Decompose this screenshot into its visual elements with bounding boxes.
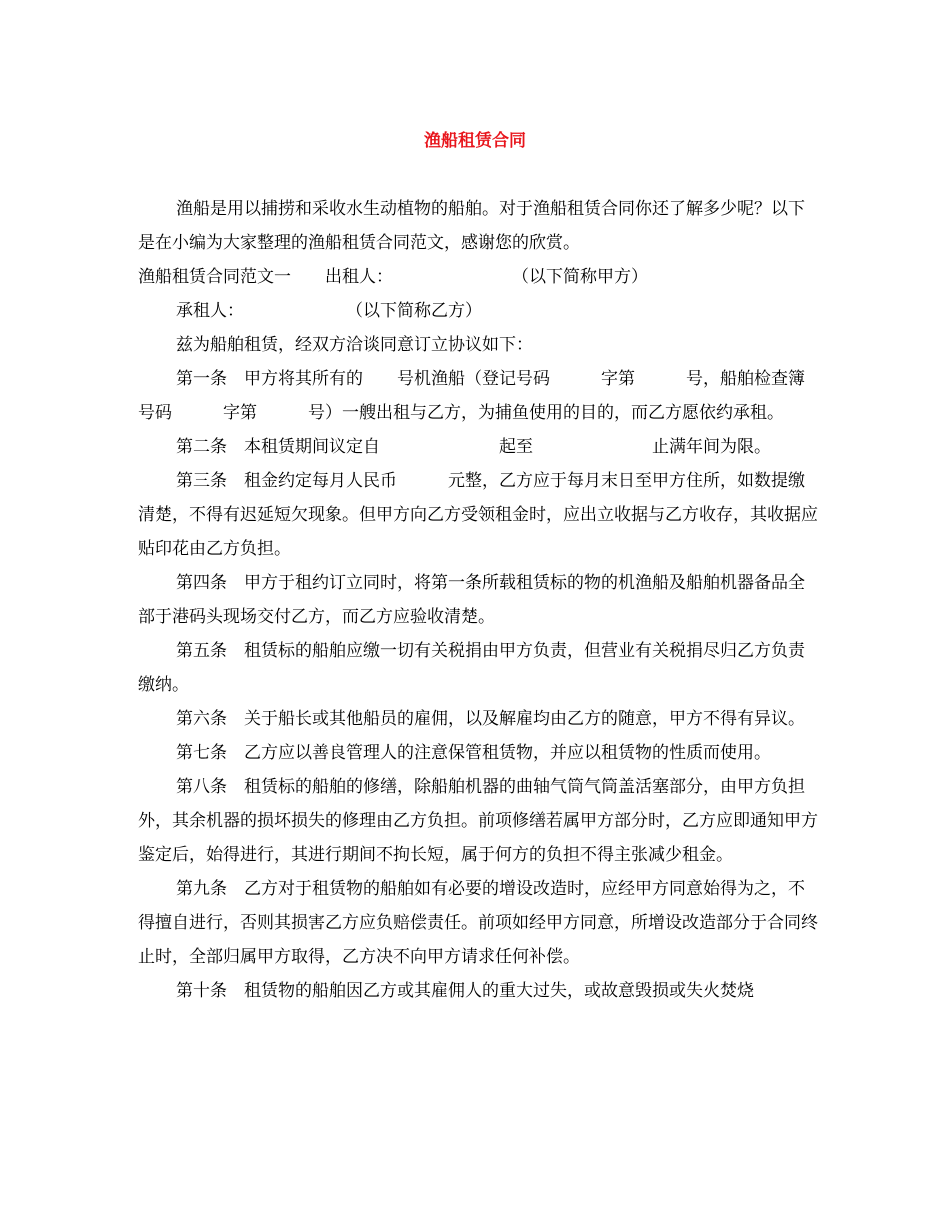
clause-2: 第二条 本租赁期间议定自 起至 止满年间为限。	[176, 437, 771, 457]
clause-7: 第七条 乙方应以善良管理人的注意保管租赁物，并应以租赁物的性质而使用。	[176, 743, 771, 763]
clause-1: 第一条 甲方将其所有的 号机渔船（登记号码 字第 号，船舶检查簿号码 字第 号）一艘出租与乙方，为捕鱼使用的目的，而乙方愿依约承租。	[138, 369, 805, 423]
clause-10: 第十条 租赁物的船舶因乙方或其雇佣人的重大过失，或故意毁损或失火焚烧	[176, 981, 754, 1001]
clause-9: 第九条 乙方对于租赁物的船舶如有必要的增设改造时，应经甲方同意始得为之，不得擅自进行，否则其损害乙方应负赔偿责任。前项如经甲方同意，所增设改造部分于合同终止时，全部归属甲方取得，乙方决不向甲方请求任何补偿。	[138, 879, 818, 967]
clause-4: 第四条 甲方于租约订立同时，将第一条所载租赁标的物的机渔船及船舶机器备品全部于港码头现场交付乙方，而乙方应验收清楚。	[138, 573, 805, 627]
document-body	[138, 192, 818, 1008]
document-title: 渔船租赁合同	[424, 131, 526, 151]
paragraph-lessee: 承租人： （以下简称乙方）	[176, 301, 482, 321]
paragraph-lessor: 渔船租赁合同范文一 出租人： （以下简称甲方）	[138, 267, 648, 287]
clause-3: 第三条 租金约定每月人民币 元整，乙方应于每月末日至甲方住所，如数提缴清楚，不得有迟延短欠现象。但甲方向乙方受领租金时，应出立收据与乙方收存，其收据应贴印花由乙方负担。	[138, 471, 818, 559]
paragraph-preamble: 兹为船舶租赁，经双方洽谈同意订立协议如下：	[176, 335, 533, 355]
clause-8: 第八条 租赁标的船舶的修缮，除船舶机器的曲轴气筒气筒盖活塞部分，由甲方负担外，其余机器的损坏损失的修理由乙方负担。前项修缮若属甲方部分时，乙方应即通知甲方鉴定后，始得进行，其进行期间不拘长短，属于何方的负担不得主张减少租金。	[138, 777, 818, 865]
paragraph-intro: 渔船是用以捕捞和采收水生动植物的船舶。对于渔船租赁合同你还了解多少呢？以下是在小编为大家整理的渔船租赁合同范文，感谢您的欣赏。	[138, 199, 805, 253]
clause-6: 第六条 关于船长或其他船员的雇佣，以及解雇均由乙方的随意，甲方不得有异议。	[176, 709, 805, 729]
clause-5: 第五条 租赁标的船舶应缴一切有关税捐由甲方负责，但营业有关税捐尽归乙方负责缴纳。	[138, 641, 805, 695]
